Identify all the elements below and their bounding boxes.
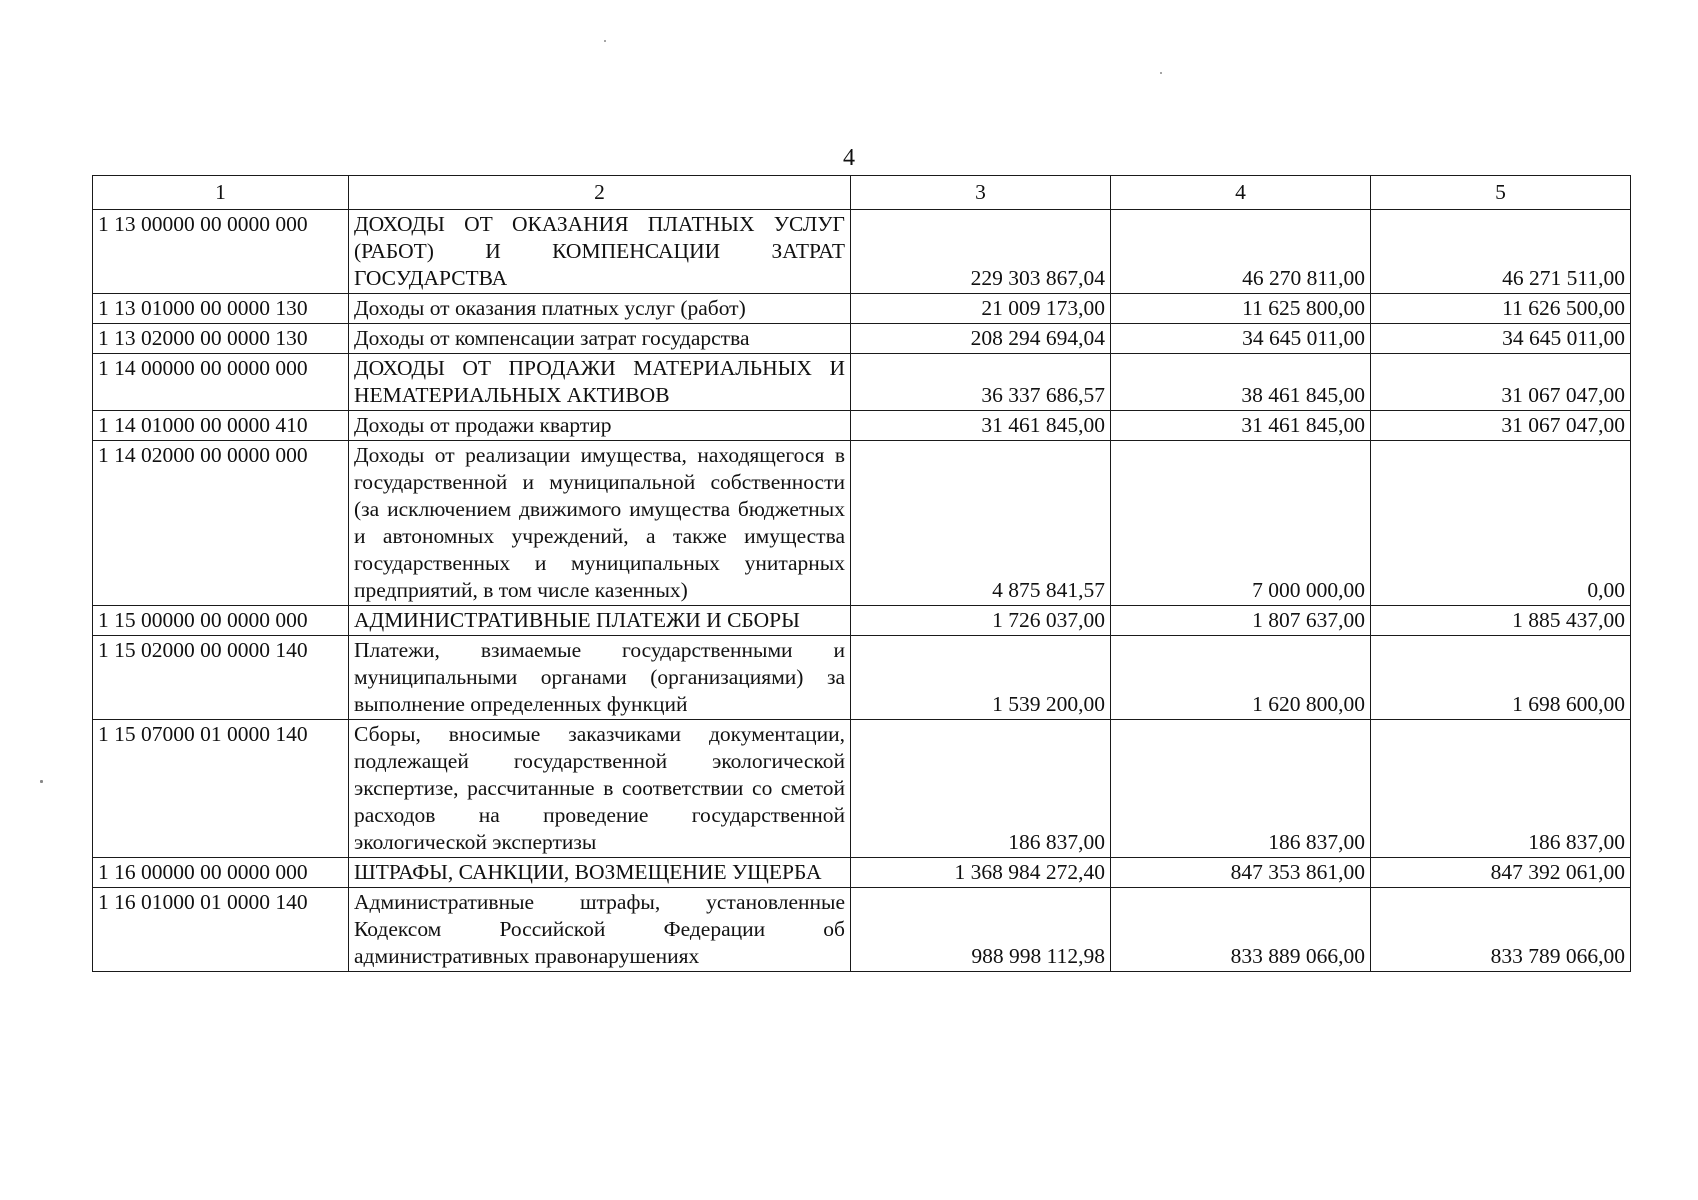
amount-col4-cell: 833 889 066,00 xyxy=(1111,888,1371,972)
item-name-cell: Доходы от компенсации затрат государства xyxy=(349,324,851,354)
amount-col3-cell: 21 009 173,00 xyxy=(851,294,1111,324)
table-row xyxy=(93,720,1631,858)
amount-col5-cell: 31 067 047,00 xyxy=(1371,354,1631,411)
amount-col4-cell: 186 837,00 xyxy=(1111,720,1371,858)
amount-col4-cell: 11 625 800,00 xyxy=(1111,294,1371,324)
amount-col4-cell: 1 620 800,00 xyxy=(1111,636,1371,720)
item-name-cell: АДМИНИСТРАТИВНЫЕ ПЛАТЕЖИ И СБОРЫ xyxy=(349,606,851,636)
table-row xyxy=(93,210,1631,294)
budget-code-cell: 1 14 01000 00 0000 410 xyxy=(93,411,349,441)
amount-col5-cell: 833 789 066,00 xyxy=(1371,888,1631,972)
amount-col4-cell: 1 807 637,00 xyxy=(1111,606,1371,636)
page-number: 4 xyxy=(843,145,855,171)
item-name-cell: Доходы от реализации имущества, находящегося в государственной и муниципальной собственности (за исключением движимого имущества бюджетных и автономных учреждений, а также имущества государственных и муниципальных унитарных предприятий, в том числе казенных) xyxy=(349,441,851,606)
table-row xyxy=(93,294,1631,324)
scan-speck xyxy=(1160,72,1162,74)
table-row xyxy=(93,888,1631,972)
item-name-cell: ШТРАФЫ, САНКЦИИ, ВОЗМЕЩЕНИЕ УЩЕРБА xyxy=(349,858,851,888)
budget-code-cell: 1 16 00000 00 0000 000 xyxy=(93,858,349,888)
amount-col3-cell: 186 837,00 xyxy=(851,720,1111,858)
table-row xyxy=(93,354,1631,411)
item-name-cell: Административные штрафы, установленные Кодексом Российской Федерации об административных правонарушениях xyxy=(349,888,851,972)
column-header: 5 xyxy=(1371,176,1631,210)
scan-speck xyxy=(40,780,43,783)
table-row xyxy=(93,441,1631,606)
amount-col5-cell: 1 698 600,00 xyxy=(1371,636,1631,720)
amount-col3-cell: 4 875 841,57 xyxy=(851,441,1111,606)
amount-col3-cell: 1 368 984 272,40 xyxy=(851,858,1111,888)
amount-col4-cell: 38 461 845,00 xyxy=(1111,354,1371,411)
budget-code-cell: 1 13 02000 00 0000 130 xyxy=(93,324,349,354)
item-name-cell: Сборы, вносимые заказчиками документации, подлежащей государственной экологической экспертизе, рассчитанные в соответствии со сметой расходов на проведение государственной экологической экспертизы xyxy=(349,720,851,858)
budget-code-cell: 1 13 00000 00 0000 000 xyxy=(93,210,349,294)
scan-speck xyxy=(604,40,606,42)
amount-col5-cell: 847 392 061,00 xyxy=(1371,858,1631,888)
amount-col5-cell: 34 645 011,00 xyxy=(1371,324,1631,354)
amount-col3-cell: 229 303 867,04 xyxy=(851,210,1111,294)
table-row xyxy=(93,411,1631,441)
table-row xyxy=(93,858,1631,888)
item-name-cell: Платежи, взимаемые государственными и муниципальными органами (организациями) за выполнение определенных функций xyxy=(349,636,851,720)
amount-col4-cell: 31 461 845,00 xyxy=(1111,411,1371,441)
amount-col3-cell: 36 337 686,57 xyxy=(851,354,1111,411)
item-name-cell: Доходы от оказания платных услуг (работ) xyxy=(349,294,851,324)
column-header: 4 xyxy=(1111,176,1371,210)
amount-col4-cell: 46 270 811,00 xyxy=(1111,210,1371,294)
amount-col4-cell: 34 645 011,00 xyxy=(1111,324,1371,354)
budget-code-cell: 1 14 00000 00 0000 000 xyxy=(93,354,349,411)
header-row xyxy=(93,176,1631,210)
amount-col3-cell: 1 539 200,00 xyxy=(851,636,1111,720)
table-row xyxy=(93,606,1631,636)
amount-col4-cell: 7 000 000,00 xyxy=(1111,441,1371,606)
budget-code-cell: 1 15 00000 00 0000 000 xyxy=(93,606,349,636)
table-row xyxy=(93,324,1631,354)
budget-code-cell: 1 13 01000 00 0000 130 xyxy=(93,294,349,324)
amount-col4-cell: 847 353 861,00 xyxy=(1111,858,1371,888)
amount-col5-cell: 31 067 047,00 xyxy=(1371,411,1631,441)
amount-col3-cell: 1 726 037,00 xyxy=(851,606,1111,636)
amount-col3-cell: 208 294 694,04 xyxy=(851,324,1111,354)
item-name-cell: ДОХОДЫ ОТ ПРОДАЖИ МАТЕРИАЛЬНЫХ И НЕМАТЕРИАЛЬНЫХ АКТИВОВ xyxy=(349,354,851,411)
amount-col5-cell: 46 271 511,00 xyxy=(1371,210,1631,294)
table-row xyxy=(93,636,1631,720)
amount-col5-cell: 0,00 xyxy=(1371,441,1631,606)
budget-code-cell: 1 15 07000 01 0000 140 xyxy=(93,720,349,858)
amount-col3-cell: 988 998 112,98 xyxy=(851,888,1111,972)
amount-col3-cell: 31 461 845,00 xyxy=(851,411,1111,441)
revenue-table xyxy=(92,175,1631,972)
column-header: 2 xyxy=(349,176,851,210)
column-header: 3 xyxy=(851,176,1111,210)
item-name-cell: Доходы от продажи квартир xyxy=(349,411,851,441)
item-name-cell: ДОХОДЫ ОТ ОКАЗАНИЯ ПЛАТНЫХ УСЛУГ (РАБОТ) И КОМПЕНСАЦИИ ЗАТРАТ ГОСУДАРСТВА xyxy=(349,210,851,294)
budget-code-cell: 1 16 01000 01 0000 140 xyxy=(93,888,349,972)
column-header: 1 xyxy=(93,176,349,210)
budget-code-cell: 1 14 02000 00 0000 000 xyxy=(93,441,349,606)
amount-col5-cell: 1 885 437,00 xyxy=(1371,606,1631,636)
amount-col5-cell: 186 837,00 xyxy=(1371,720,1631,858)
budget-code-cell: 1 15 02000 00 0000 140 xyxy=(93,636,349,720)
amount-col5-cell: 11 626 500,00 xyxy=(1371,294,1631,324)
